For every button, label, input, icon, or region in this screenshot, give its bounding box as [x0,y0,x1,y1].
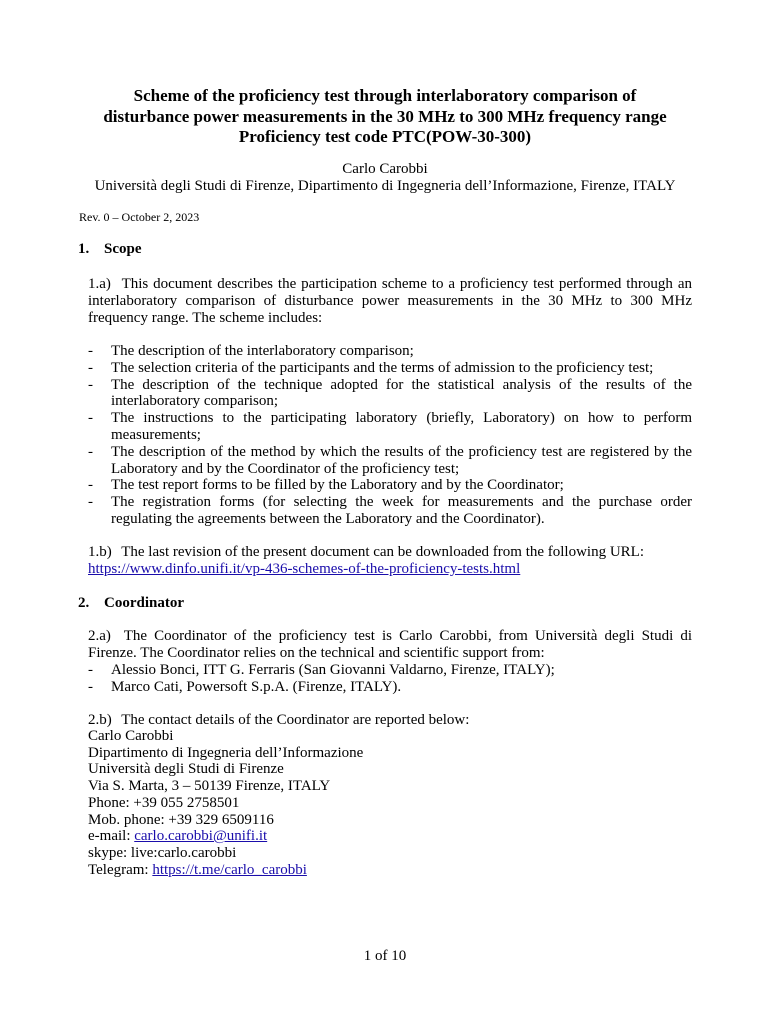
list-item: - The description of the interlaboratory comparison; [88,343,692,360]
contact-name: Carlo Carobbi [88,728,174,744]
page-number: 1 of 10 [363,948,407,964]
list-item: - The registration forms (for selecting the week for measurements and the purchase order regulating the agreements between the Laboratory and the Coordinator). [88,494,692,528]
section-number: 2. [78,595,90,611]
contact-details [88,728,363,878]
contact-department: Dipartimento di Ingegneria dell’Informazione [88,744,364,761]
contact-mobile: Mob. phone: +39 329 6509116 [88,811,274,828]
list-item: - The description of the technique adopted for the statistical analysis of the results of the interlaboratory comparison; [88,377,692,411]
paragraph-label: 2.b) [88,712,112,728]
list-item: - The selection criteria of the participants and the terms of admission to the proficiency test; [88,360,692,377]
paragraph-text: The Coordinator of the proficiency test is Carlo Carobbi, from Università degli Studi di Firenze. The Coordinator relies on the technical and scientific support from: [88,628,693,661]
paragraph-2b [88,712,692,729]
scope-list [88,343,692,528]
section-number: 1. [78,241,90,257]
title-line-1: Scheme of the proficiency test through interlaboratory comparison of [133,86,637,105]
author: Carlo Carobbi [342,161,428,177]
paragraph-text: This document describes the participation scheme to a proficiency test performed through an interlaboratory comparison of disturbance power measurements in the 30 MHz to 300 MHz frequency range. The scheme includes: [88,276,693,326]
contact-university: Università degli Studi di Firenze [88,761,284,778]
list-item: - The instructions to the participating laboratory (briefly, Laboratory) on how to perform measurements; [88,410,692,444]
email-label: e-mail: [88,828,131,845]
section-heading-scope [78,241,142,258]
section-title: Coordinator [104,595,184,611]
telegram-label: Telegram: [88,861,149,878]
contact-address: Via S. Marta, 3 – 50139 Firenze, ITALY [88,778,331,795]
download-url-link[interactable]: https://www.dinfo.unifi.it/vp-436-schemes-of-the-proficiency-tests.html [88,561,521,577]
paragraph-label: 2.a) [88,628,111,644]
list-item: - The description of the method by which the results of the proficiency test are registered by the Laboratory and by the Coordinator of the proficiency test; [88,444,692,478]
list-item: - Marco Cati, Powersoft S.p.A. (Firenze, ITALY). [88,679,692,696]
list-item: - Alessio Bonci, ITT G. Ferraris (San Giovanni Valdarno, Firenze, ITALY); [88,662,692,679]
section-title: Scope [104,241,142,257]
contact-phone: Phone: +39 055 2758501 [88,794,240,811]
contact-email-row [88,828,363,845]
revision: Rev. 0 – October 2, 2023 [79,210,200,224]
paragraph-text: The contact details of the Coordinator are reported below: [121,712,470,728]
affiliation: Università degli Studi di Firenze, Dipartimento di Ingegneria dell’Informazione, Firenze, ITALY [94,178,676,194]
contact-telegram-row [88,862,363,879]
telegram-link[interactable]: https://t.me/carlo_carobbi [152,861,307,878]
section-heading-coordinator [78,595,184,612]
paragraph-text: The last revision of the present document can be downloaded from the following URL: [121,544,645,560]
paragraph-1a [88,276,692,327]
list-item: - The test report forms to be filled by the Laboratory and by the Coordinator; [88,477,692,494]
document-title [60,86,710,148]
contact-skype: skype: live:carlo.carobbi [88,844,237,861]
paragraph-label: 1.b) [88,544,112,560]
paragraph-label: 1.a) [88,276,111,292]
support-list [88,662,692,696]
paragraph-1b [88,544,692,578]
title-line-3: Proficiency test code PTC(POW-30-300) [238,127,532,146]
title-line-2: disturbance power measurements in the 30 MHz to 300 MHz frequency range [103,106,667,126]
email-link[interactable]: carlo.carobbi@unifi.it [134,828,268,845]
paragraph-2a [88,628,692,662]
